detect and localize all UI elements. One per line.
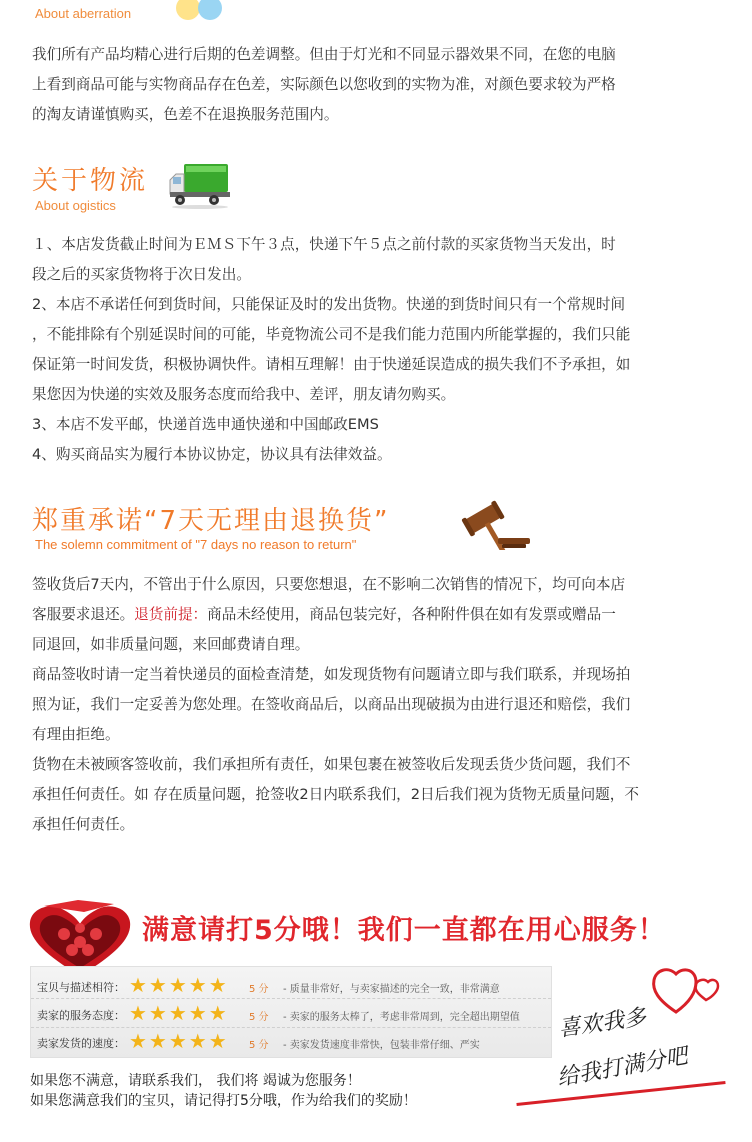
returns-title: 郑重承诺“7天无理由退换货” <box>32 506 390 536</box>
aberration-line: 我们所有产品均精心进行后期的色差调整。但由于灯光和不同显示器效果不同，在您的电脑 <box>32 46 616 63</box>
rating-desc: - 质量非常好，与卖家描述的完全一致，非常满意 <box>283 984 500 995</box>
returns-line-text: 客服要求退还。 <box>32 606 135 623</box>
returns-line: 商品签收时请一定当着快递员的面检查清楚，如发现货物有问题请立即与我们联系，并现场拍 <box>32 666 631 683</box>
truck-icon <box>168 160 232 210</box>
return-condition-label: 退货前提： <box>134 606 208 623</box>
red-underline <box>516 1081 725 1106</box>
aberration-line: 上看到商品可能与实物商品存在色差，实际颜色以您收到的实物为准，对颜色要求较为严格 <box>32 76 616 93</box>
rating-desc: - 卖家的服务太棒了，考虑非常周到，完全超出期望值 <box>283 1012 520 1023</box>
logistics-line: 果您因为快递的实效及服务态度而给我中、差评，朋友请勿购买。 <box>32 386 456 403</box>
aberration-subtitle: About aberration <box>35 6 132 21</box>
decorative-dots-icon <box>174 0 234 24</box>
returns-text <box>32 570 722 840</box>
logistics-subtitle: About ogistics <box>35 198 116 213</box>
rating-score: 5 分 <box>249 984 269 995</box>
logistics-line: １、本店发货截止时间为ＥＭＳ下午３点，快递下午５点之前付款的买家货物当天发出，时 <box>32 236 616 253</box>
rating-score: 5 分 <box>249 1012 269 1023</box>
star-rating-icon: ★★★★★ <box>129 973 229 997</box>
logistics-line: ，不能排除有个别延误时间的可能，毕竟物流公司不是我们能力范围内所能掌握的，我们只能 <box>32 326 631 343</box>
footer-unsatisfied: 如果您不满意，请联系我们， 我们将 竭诚为您服务！ <box>30 1073 361 1089</box>
rating-row <box>31 971 551 999</box>
gavel-icon <box>458 498 534 550</box>
rating-desc: - 卖家发货速度非常快，包装非常仔细、严实 <box>283 1040 480 1051</box>
logistics-text <box>32 230 722 470</box>
returns-line: 承担任何责任。 <box>32 816 135 833</box>
logistics-line: 3、本店不发平邮，快递首选申通快递和中国邮政EMS <box>32 416 379 433</box>
returns-line: 货物在未被顾客签收前，我们承担所有责任，如果包裹在被签收后发现丢货少货问题，我们不 <box>32 756 631 773</box>
returns-line: 签收货后7天内，不管出于什么原因，只要您想退，在不影响二次销售的情况下，均可向本店 <box>32 576 626 593</box>
logistics-title: 关于物流 <box>32 166 149 196</box>
rating-title: 满意请打5分哦！我们一直都在用心服务！ <box>142 915 666 946</box>
returns-line-text: 商品未经使用，商品包装完好，各种附件俱在如有发票或赠品一 <box>207 606 616 623</box>
returns-line: 承担任何责任。如 存在质量问题，抢签收2日内联系我们，2日后我们视为货物无质量问题，不 <box>32 786 639 803</box>
heart-outline-icon <box>650 960 722 1026</box>
logistics-line: 2、本店不承诺任何到货时间，只能保证及时的发出货物。快递的到货时间只有一个常规时间 <box>32 296 626 313</box>
rating-label: 宝贝与描述相符： <box>37 981 125 994</box>
rating-row <box>31 999 551 1027</box>
footer-satisfied: 如果您满意我们的宝贝，请记得打5分哦，作为给我们的奖励！ <box>30 1093 417 1109</box>
returns-subtitle: The solemn commitment of "7 days no reason to return" <box>35 537 357 552</box>
handwriting-like-us: 喜欢我多 <box>556 1004 648 1042</box>
handwriting-full-score: 给我打满分吧 <box>555 1043 690 1092</box>
rating-table <box>30 966 552 1058</box>
returns-line: 有理由拒绝。 <box>32 726 120 743</box>
rating-label: 卖家发货的速度： <box>37 1037 125 1050</box>
logistics-line: 保证第一时间发货，积极协调快件。请相互理解！由于快递延误造成的损失我们不予承担，如 <box>32 356 631 373</box>
returns-line <box>32 600 722 630</box>
aberration-line: 的淘友请谨慎购买，色差不在退换服务范围内。 <box>32 106 339 123</box>
star-rating-icon: ★★★★★ <box>129 1029 229 1053</box>
rating-label: 卖家的服务态度： <box>37 1009 125 1022</box>
returns-line: 同退回，如非质量问题，来回邮费请自理。 <box>32 636 310 653</box>
logistics-line: 段之后的买家货物将于次日发出。 <box>32 266 251 283</box>
star-rating-icon: ★★★★★ <box>129 1001 229 1025</box>
logistics-line: 4、购买商品实为履行本协议协定，协议具有法律效益。 <box>32 446 392 463</box>
returns-line: 照为证，我们一定妥善为您处理。在签收商品后，以商品出现破损为由进行退还和赔偿，我们 <box>32 696 631 713</box>
rating-score: 5 分 <box>249 1040 269 1051</box>
rating-row <box>31 1027 551 1055</box>
aberration-text <box>32 40 722 130</box>
